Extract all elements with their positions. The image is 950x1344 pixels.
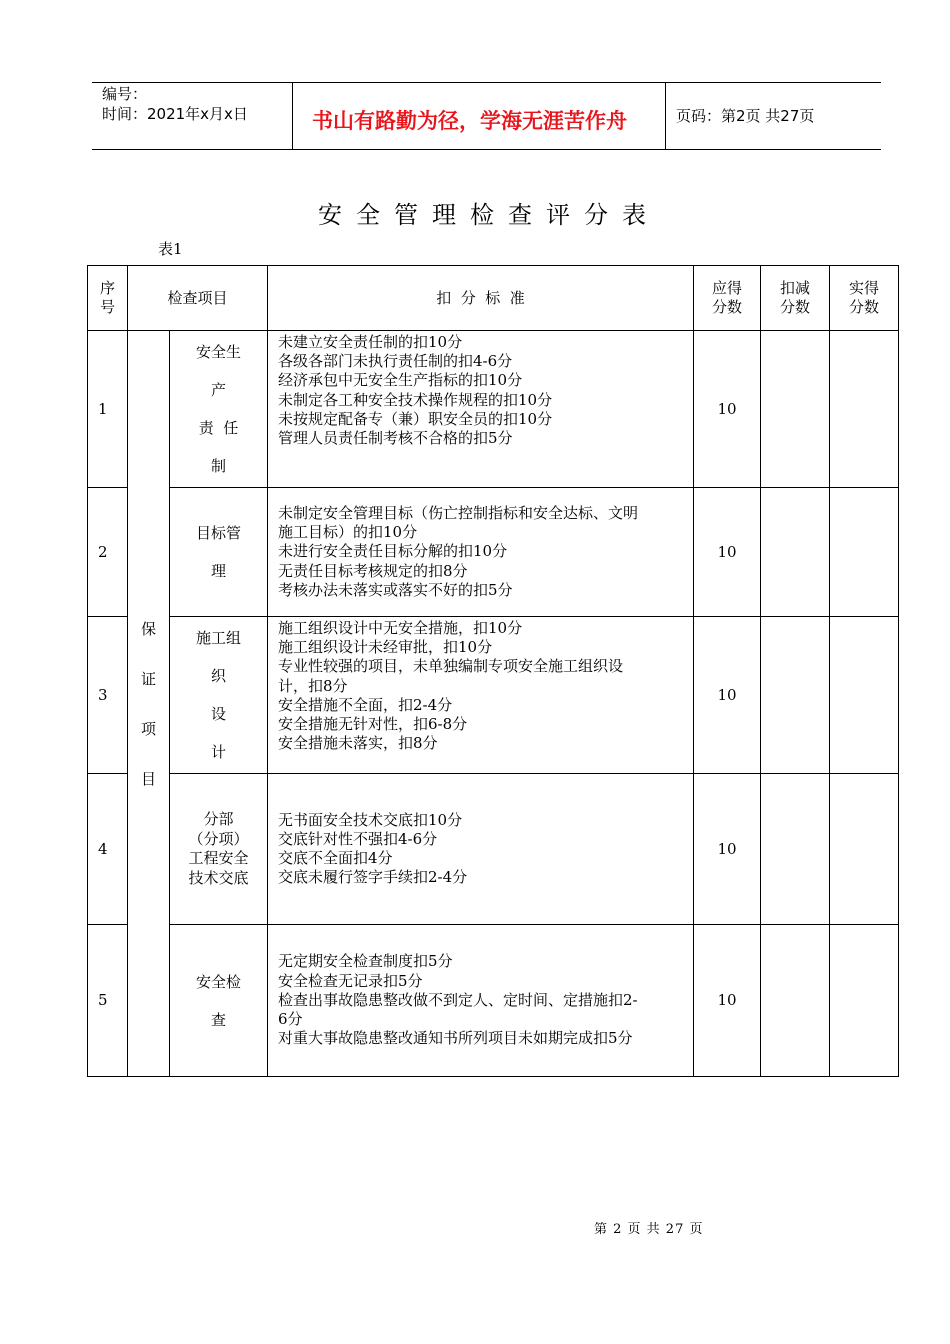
row-item-line: 产 xyxy=(211,381,227,399)
row-item-line: 安全检 xyxy=(196,972,242,991)
row-item-line: 查 xyxy=(211,1010,227,1029)
row-seq: 2 xyxy=(88,488,128,617)
table-header-row xyxy=(88,266,899,331)
row-criteria xyxy=(268,488,694,617)
row-item xyxy=(170,331,268,488)
header-actual-score xyxy=(830,266,899,331)
row-actual-score[interactable] xyxy=(830,774,899,925)
row-item-line: 安全生 xyxy=(196,343,242,361)
table-row xyxy=(88,925,899,1077)
row-criteria xyxy=(268,774,694,925)
criteria-line: 经济承包中无安全生产指标的扣10分 xyxy=(278,371,523,390)
criteria-line: 未进行安全责任目标分解的扣10分 xyxy=(278,542,508,561)
row-deduct-score[interactable] xyxy=(761,774,830,925)
header-seq-line: 序 xyxy=(99,279,115,297)
header-top-rule xyxy=(92,82,881,83)
criteria-line: 安全措施不全面，扣2-4分 xyxy=(278,695,453,714)
row-should-score: 10 xyxy=(694,617,761,774)
row-seq: 4 xyxy=(88,774,128,925)
row-deduct-score[interactable] xyxy=(761,617,830,774)
row-criteria xyxy=(268,617,694,774)
header-motto: 书山有路勤为径，学海无涯苦作舟 xyxy=(312,109,627,133)
row-actual-score[interactable] xyxy=(830,331,899,488)
page-footer: 第 2 页 共 27 页 xyxy=(594,1222,704,1237)
criteria-line: 交底不全面扣4分 xyxy=(278,849,393,867)
row-item-line: 工程安全 xyxy=(188,849,249,867)
row-item xyxy=(170,488,268,617)
header-seq-line: 号 xyxy=(99,298,115,316)
criteria-line: 专业性较强的项目，未单独编制专项安全施工组织设 xyxy=(278,657,624,676)
group-label-char: 项 xyxy=(140,719,156,738)
header-divider-right xyxy=(665,82,666,150)
row-item-line: 分部 xyxy=(203,810,234,828)
row-actual-score[interactable] xyxy=(830,925,899,1077)
row-item xyxy=(170,774,268,925)
header-actual-line: 实得 xyxy=(849,279,880,297)
criteria-line: 管理人员责任制考核不合格的扣5分 xyxy=(278,429,513,448)
header-criteria: 扣 分 标 准 xyxy=(268,266,694,331)
criteria-line: 安全措施无针对性，扣6-8分 xyxy=(278,715,468,734)
criteria-line: 交底针对性不强扣4-6分 xyxy=(278,829,438,848)
row-item-line: 责 任 xyxy=(198,419,239,437)
row-seq: 5 xyxy=(88,925,128,1077)
row-actual-score[interactable] xyxy=(830,488,899,617)
group-label-cell xyxy=(128,331,170,1077)
row-item-line: 目标管 xyxy=(196,524,242,542)
criteria-line: 计，扣8分 xyxy=(278,676,348,695)
header-should-line: 应得 xyxy=(712,279,743,297)
row-item-line: 施工组 xyxy=(196,629,242,647)
row-seq: 1 xyxy=(88,331,128,488)
header-divider-left xyxy=(292,82,293,150)
criteria-line: 施工组织设计未经审批，扣10分 xyxy=(278,638,493,657)
criteria-line: 考核办法未落实或落实不好的扣5分 xyxy=(278,580,513,599)
header-deduct-line: 分数 xyxy=(780,298,811,316)
criteria-line: 安全措施未落实，扣8分 xyxy=(278,734,438,753)
header-item: 检查项目 xyxy=(128,266,268,331)
row-item-line: 理 xyxy=(211,562,227,580)
row-criteria xyxy=(268,331,694,488)
row-criteria xyxy=(268,925,694,1077)
criteria-line: 无定期安全检查制度扣5分 xyxy=(278,952,453,971)
criteria-line: 未建立安全责任制的扣10分 xyxy=(278,333,463,351)
row-item-line: 计 xyxy=(211,743,227,761)
criteria-line: 检查出事故隐患整改做不到定人、定时间、定措施扣2- xyxy=(278,990,638,1009)
header-deduct-line: 扣减 xyxy=(780,279,811,297)
safety-score-table xyxy=(87,265,899,1077)
row-item-line: 设 xyxy=(211,705,227,723)
group-label-char: 证 xyxy=(140,669,156,688)
row-should-score: 10 xyxy=(694,774,761,925)
row-item xyxy=(170,617,268,774)
criteria-line: 各级各部门未执行责任制的扣4-6分 xyxy=(278,352,513,371)
header-time-label: 时间：2021年x月x日 xyxy=(102,105,248,123)
row-should-score: 10 xyxy=(694,488,761,617)
criteria-line: 对重大事故隐患整改通知书所列项目未如期完成扣5分 xyxy=(278,1029,633,1048)
document-title: 安全管理检查评分表 xyxy=(318,201,660,229)
row-item-line: 织 xyxy=(211,667,227,685)
criteria-line: 施工目标）的扣10分 xyxy=(278,523,418,542)
criteria-line: 交底未履行签字手续扣2-4分 xyxy=(278,868,468,887)
header-should-line: 分数 xyxy=(712,298,743,316)
criteria-line: 施工组织设计中无安全措施，扣10分 xyxy=(278,619,523,637)
header-seq xyxy=(88,266,128,331)
criteria-line: 无责任目标考核规定的扣8分 xyxy=(278,561,468,580)
group-label-char: 保 xyxy=(140,619,156,638)
table-row xyxy=(88,331,899,488)
header-deduct-score xyxy=(761,266,830,331)
header-page-label: 页码：第2页 共27页 xyxy=(676,107,815,125)
header-number-label: 编号： xyxy=(102,85,148,103)
row-item xyxy=(170,925,268,1077)
header-should-score xyxy=(694,266,761,331)
row-deduct-score[interactable] xyxy=(761,488,830,617)
criteria-line: 未制定各工种安全技术操作规程的扣10分 xyxy=(278,390,553,409)
criteria-line: 6分 xyxy=(278,1010,303,1029)
table-row xyxy=(88,488,899,617)
table-label: 表1 xyxy=(158,240,183,258)
row-actual-score[interactable] xyxy=(830,617,899,774)
row-item-line: （分项） xyxy=(188,829,249,848)
row-deduct-score[interactable] xyxy=(761,925,830,1077)
criteria-line: 未按规定配备专（兼）职安全员的扣10分 xyxy=(278,409,553,428)
criteria-line: 安全检查无记录扣5分 xyxy=(278,971,423,990)
criteria-line: 无书面安全技术交底扣10分 xyxy=(278,810,463,829)
header-bottom-rule xyxy=(92,149,881,150)
header-actual-line: 分数 xyxy=(849,298,880,316)
row-deduct-score[interactable] xyxy=(761,331,830,488)
row-seq: 3 xyxy=(88,617,128,774)
table-row xyxy=(88,617,899,774)
criteria-line: 未制定安全管理目标（伤亡控制指标和安全达标、文明 xyxy=(278,503,639,522)
row-item-line: 制 xyxy=(211,457,227,475)
row-item-line: 技术交底 xyxy=(188,868,249,887)
row-should-score: 10 xyxy=(694,925,761,1077)
table-row xyxy=(88,774,899,925)
group-label-char: 目 xyxy=(140,769,156,788)
row-should-score: 10 xyxy=(694,331,761,488)
